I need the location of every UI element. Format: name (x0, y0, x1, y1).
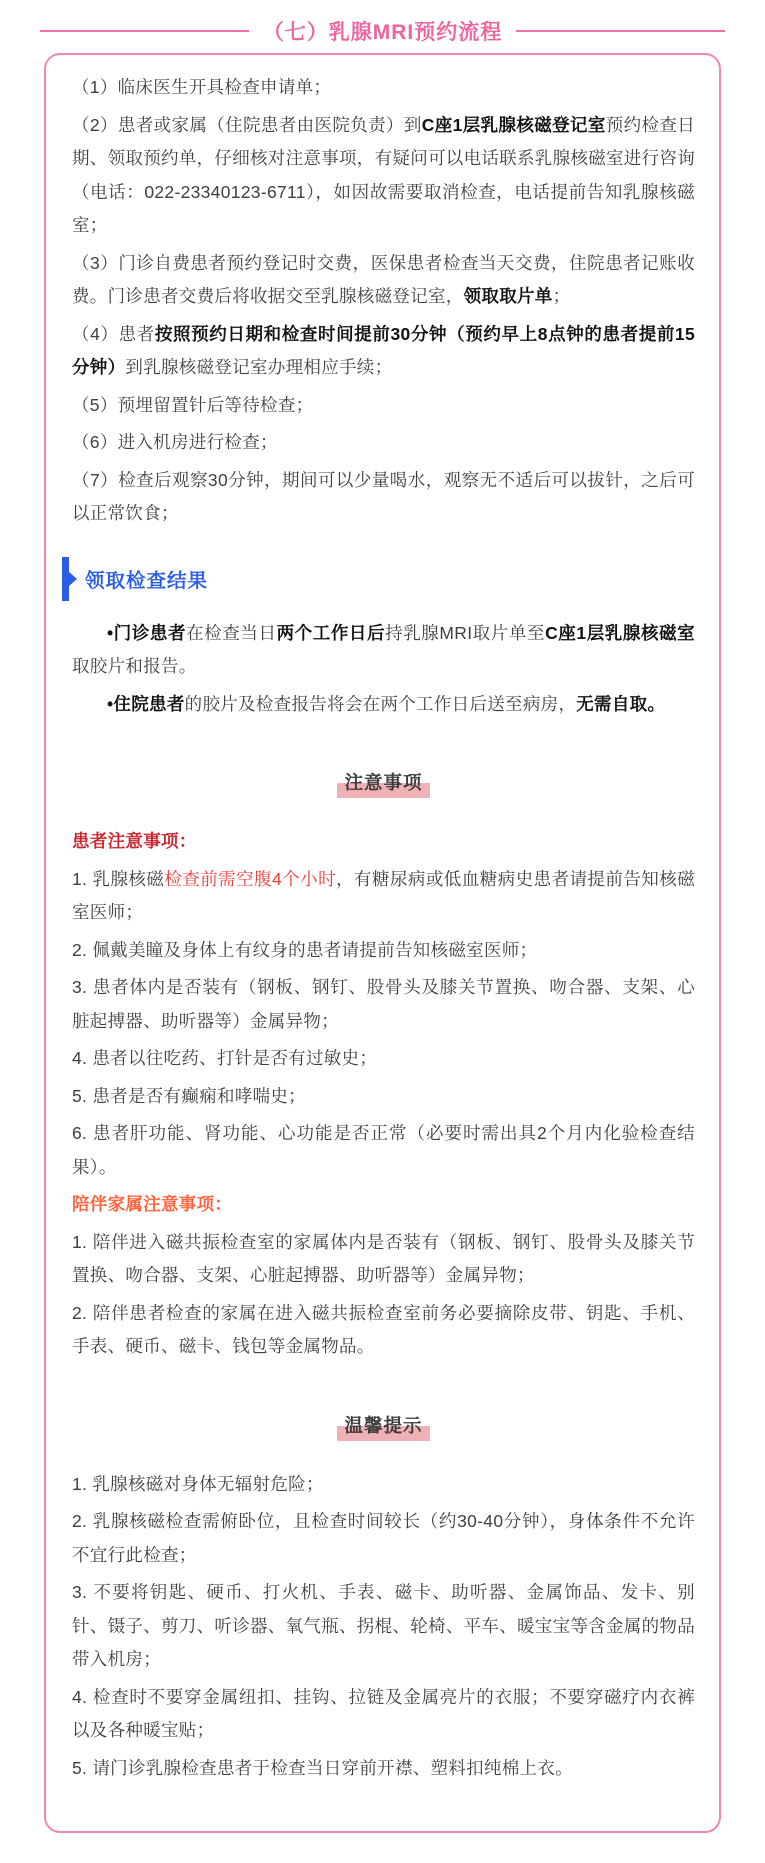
patient-notice-heading: 患者注意事项： (72, 831, 197, 851)
results-bullet-outpatient: •门诊患者在检查当日两个工作日后持乳腺MRI取片单至C座1层乳腺核磁室取胶片和报告。 (72, 622, 695, 676)
page-header (40, 16, 725, 46)
notice-section-title (72, 769, 695, 795)
patient-notice-item-4: 4. 患者以往吃药、打针是否有过敏史； (72, 1048, 378, 1068)
patient-notice-item-3: 3. 患者体内是否装有（钢板、钢钉、股骨头及膝关节置换、吻合器、支架、心脏起搏器、助听器等）金属异物； (72, 977, 695, 1031)
tips-section-title (72, 1412, 695, 1438)
patient-notice-item-1: 1. 乳腺核磁检查前需空腹4个小时，有糖尿病或低血糖病史患者请提前告知核磁室医师； (72, 868, 695, 922)
results-bullet-inpatient: •住院患者的胶片及检查报告将会在两个工作日后送至病房，无需自取。 (107, 693, 666, 714)
tip-item-5: 5. 请门诊乳腺检查患者于检查当日穿前开襟、塑料扣纯棉上衣。 (72, 1757, 573, 1778)
step-item-6: （6）进入机房进行检查； (72, 432, 278, 452)
patient-notice-item-2: 2. 佩戴美瞳及身体上有纹身的患者请提前告知核磁室医师； (72, 939, 538, 960)
step-item-3: （3）门诊自费患者预约登记时交费，医保患者检查当天交费，住院患者记账收费。门诊患者交费后将收据交至乳腺核磁登记室，领取取片单； (72, 252, 695, 306)
page-title: （七）乳腺MRI预约流程 (262, 21, 503, 44)
notice-title-highlight: 注意事项 (337, 772, 429, 798)
tip-item-3: 3. 不要将钥匙、硬币、打火机、手表、磁卡、助听器、金属饰品、发卡、别针、镊子、剪刀、听诊器、氧气瓶、拐棍、轮椅、平车、暖宝宝等含金属的物品带入机房； (72, 1582, 695, 1669)
results-section-header (62, 557, 695, 601)
bookmark-marker-icon (62, 557, 69, 601)
tip-item-1: 1. 乳腺核磁对身体无辐射危险； (72, 1473, 324, 1494)
tips-title-highlight: 温馨提示 (337, 1415, 429, 1441)
header-line-left (40, 30, 249, 32)
step-item-7: （7）检查后观察30分钟，期间可以少量喝水，观察无不适后可以拔针，之后可以正常饮食； (72, 469, 695, 523)
header-line-right (516, 30, 725, 32)
patient-notice-item-6: 6. 患者肝功能、肾功能、心功能是否正常（必要时需出具2个月内化验检查结果）。 (72, 1123, 695, 1177)
family-notice-heading: 陪伴家属注意事项： (72, 1194, 233, 1214)
tip-item-4: 4. 检查时不要穿金属纽扣、挂钩、拉链及金属亮片的衣服；不要穿磁疗内衣裤以及各种暖宝贴； (72, 1686, 695, 1740)
step-item-4: （4）患者按照预约日期和检查时间提前30分钟（预约早上8点钟的患者提前15分钟）到乳腺核磁登记室办理相应手续； (72, 323, 696, 377)
step-item-1: （1）临床医生开具检查申请单； (72, 77, 332, 97)
article-page (0, 16, 765, 1833)
patient-notice-item-5: 5. 患者是否有癫痫和哮喘史； (72, 1085, 306, 1106)
step-item-5: （5）预埋留置针后等待检查； (72, 394, 314, 415)
content-card (44, 53, 721, 1833)
family-notice-item-1: 1. 陪伴进入磁共振检查室的家属体内是否装有（钢板、钢钉、股骨头及膝关节置换、吻合器、支架、心脏起搏器、助听器等）金属异物； (72, 1231, 695, 1285)
step-item-2: （2）患者或家属（住院患者由医院负责）到C座1层乳腺核磁登记室预约检查日期、领取预约单，仔细核对注意事项，有疑问可以电话联系乳腺核磁室进行咨询（电话：022-23340123-6711），如因故需要取消检查，电话提前告知乳腺核磁室； (72, 114, 696, 235)
tip-item-2: 2. 乳腺核磁检查需俯卧位，且检查时间较长（约30-40分钟），身体条件不允许不宜行此检查； (72, 1511, 695, 1565)
results-section-title: 领取检查结果 (85, 569, 209, 592)
family-notice-item-2: 2. 陪伴患者检查的家属在进入磁共振检查室前务必要摘除皮带、钥匙、手机、手表、硬币、磁卡、钱包等金属物品。 (72, 1302, 695, 1356)
